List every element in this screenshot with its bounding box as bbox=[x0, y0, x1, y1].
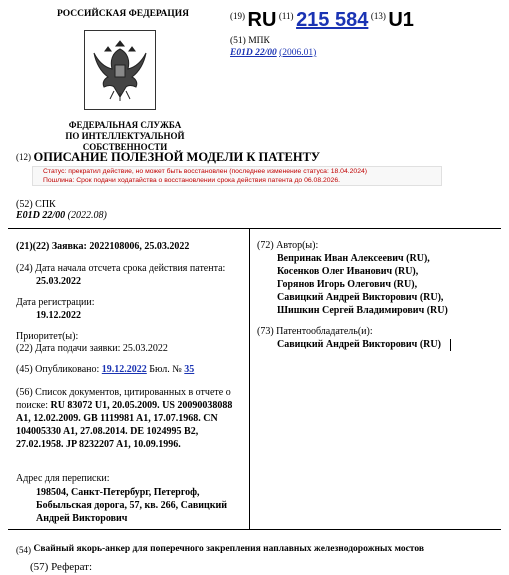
patent-holder-value: Савицкий Андрей Викторович (RU) bbox=[277, 339, 441, 350]
patent-kind: U1 bbox=[388, 9, 414, 31]
publication-date-link[interactable]: 19.12.2022 bbox=[101, 364, 147, 375]
coat-of-arms-emblem bbox=[84, 30, 156, 110]
mpk-version-link[interactable]: (2006.01) bbox=[279, 48, 317, 58]
code-11: (11) bbox=[278, 11, 294, 21]
patent-holder-label: (73) Патентообладатель(и): bbox=[257, 326, 373, 337]
author-item: Савицкий Андрей Викторович (RU), bbox=[277, 292, 444, 303]
authors-label: (72) Автор(ы): bbox=[257, 240, 319, 251]
invention-title bbox=[16, 543, 424, 554]
author-item: Горянов Игорь Олегович (RU), bbox=[277, 279, 418, 290]
title-text: ОПИСАНИЕ ПОЛЕЗНОЙ МОДЕЛИ К ПАТЕНТУ bbox=[33, 150, 321, 164]
invention-title-text: Свайный якорь-анкер для поперечного закрепления наплавных железнодорожных мостов bbox=[33, 544, 424, 554]
priority-label: Приоритет(ы): bbox=[16, 331, 79, 342]
abstract-label: (57) Реферат: bbox=[30, 561, 93, 573]
agency-line-2: ПО ИНТЕЛЛЕКТУАЛЬНОЙ СОБСТВЕННОСТИ bbox=[65, 131, 185, 152]
cited-documents-label: (56) Список документов, цитированных в отчете о поиске: bbox=[16, 387, 231, 411]
text-cursor bbox=[450, 339, 451, 351]
registration-label: Дата регистрации: bbox=[16, 297, 95, 308]
author-item: Шишкин Сергей Владимирович (RU) bbox=[277, 305, 448, 316]
fee-text: Пошлина: Срок подачи ходатайства о восстановлении срока действия патента до 06.08.2026. bbox=[43, 177, 341, 184]
cited-documents bbox=[16, 387, 244, 451]
patent-number-link[interactable]: 215 584 bbox=[296, 9, 369, 31]
cited-documents-value: RU 83072 U1, 20.05.2009. US 20090038088 A1, 12.02.2009. GB 1119981 A1, 17.07.1968. CN 104005330 A1, 27.08.2014. DE 1024995 B2, 27.02.1958. JP 8232207 A1, 10.09.1996. bbox=[16, 400, 233, 450]
country-code: RU bbox=[247, 9, 277, 31]
filing-date: (22) Дата подачи заявки: 25.03.2022 bbox=[16, 343, 168, 354]
bulletin-label: Бюл. № bbox=[149, 364, 182, 375]
column-divider bbox=[249, 228, 250, 530]
eagle-emblem-icon bbox=[90, 35, 150, 105]
spk-class: E01D 22/00 bbox=[16, 210, 66, 221]
bulletin-number-link[interactable]: 35 bbox=[184, 364, 195, 375]
agency-line-1: ФЕДЕРАЛЬНАЯ СЛУЖБА bbox=[68, 120, 182, 130]
mpk-classification bbox=[230, 48, 316, 58]
mpk-label: (51) МПК bbox=[230, 36, 270, 46]
spk-classification bbox=[16, 210, 107, 221]
patent-number-line bbox=[230, 9, 414, 32]
country-name: РОССИЙСКАЯ ФЕДЕРАЦИЯ bbox=[56, 9, 190, 19]
status-box bbox=[32, 166, 442, 186]
registration-value: 19.12.2022 bbox=[36, 310, 81, 321]
term-start-value: 25.03.2022 bbox=[36, 276, 81, 287]
spk-version: (2022.08) bbox=[67, 210, 107, 221]
code-12: (12) bbox=[16, 152, 31, 162]
correspondence-label: Адрес для переписки: bbox=[16, 473, 110, 484]
code-54: (54) bbox=[16, 545, 31, 555]
publication-line bbox=[16, 364, 194, 376]
author-item: Косенков Олег Иванович (RU), bbox=[277, 266, 419, 277]
author-item: Вепринак Иван Алексеевич (RU), bbox=[277, 253, 430, 264]
code-13: (13) bbox=[370, 11, 386, 21]
status-text: Статус: прекратил действие, но может быть восстановлен (последнее изменение статуса: 18.04.2024) bbox=[43, 168, 368, 175]
authors-list bbox=[277, 252, 448, 317]
publication-label: (45) Опубликовано: bbox=[16, 364, 100, 375]
spk-label: (52) СПК bbox=[16, 199, 56, 210]
term-start-label: (24) Дата начала отсчета срока действия патента: bbox=[16, 263, 226, 274]
application-number: (21)(22) Заявка: 2022108006, 25.03.2022 bbox=[16, 241, 190, 252]
document-title bbox=[16, 150, 320, 165]
code-19: (19) bbox=[230, 11, 245, 21]
correspondence-address: 198504, Санкт-Петербург, Петергоф, Бобыльская дорога, 57, кв. 266, Савицкий Андрей Викторович bbox=[36, 487, 228, 524]
mpk-class-link[interactable]: E01D 22/00 bbox=[230, 48, 277, 58]
agency-name bbox=[40, 120, 210, 153]
